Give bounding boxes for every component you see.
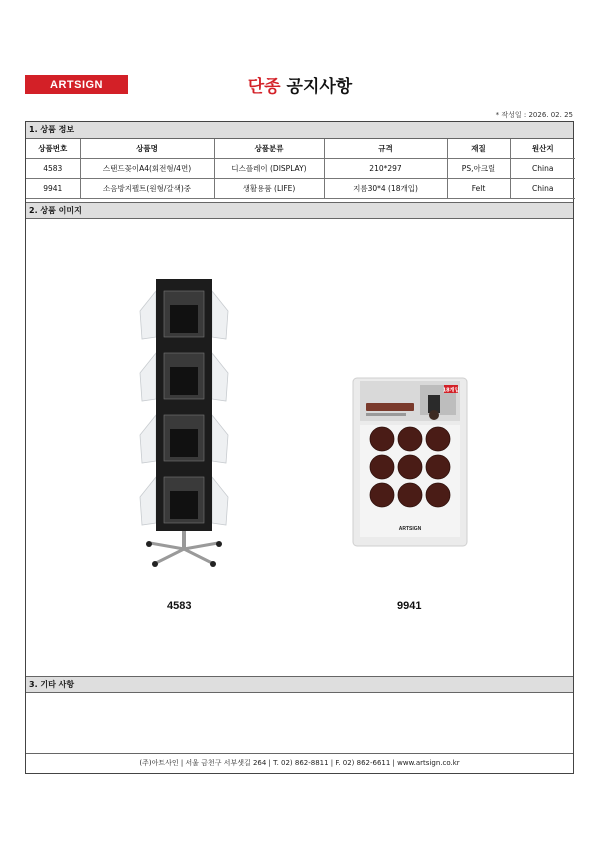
table-cell: China — [510, 179, 575, 199]
table-cell: 스탠드꽂이A4(회전형/4면) — [80, 159, 214, 179]
felt-pad-package-image — [352, 377, 468, 547]
title-highlight: 단종 — [247, 77, 281, 97]
table-row — [26, 159, 575, 179]
table-cell: 4583 — [26, 159, 80, 179]
created-date: * 작성일 : 2026. 02. 25 — [495, 111, 573, 119]
notice-frame — [25, 121, 574, 774]
col-header: 규격 — [324, 139, 447, 159]
col-header: 상품분류 — [214, 139, 324, 159]
table-cell: 9941 — [26, 179, 80, 199]
product-info-table — [26, 139, 575, 199]
package-brand-logo: ARTSIGN — [398, 526, 422, 532]
table-cell: 210*297 — [324, 159, 447, 179]
table-header-row — [26, 139, 575, 159]
col-header: 상품번호 — [26, 139, 80, 159]
col-header: 상품명 — [80, 139, 214, 159]
package-badge: 18개입 — [442, 387, 460, 394]
table-cell: 디스플레이 (DISPLAY) — [214, 159, 324, 179]
product-code-9941: 9941 — [397, 600, 422, 612]
table-cell: China — [510, 159, 575, 179]
col-header: 원산지 — [510, 139, 575, 159]
table-cell: PS,아크릴 — [447, 159, 510, 179]
table-cell: 생활용품 (LIFE) — [214, 179, 324, 199]
page-title — [0, 72, 600, 97]
product-image-area — [26, 219, 573, 676]
section3-title: 3. 기타 사항 — [26, 676, 573, 693]
title-rest: 공지사항 — [286, 77, 353, 97]
brochure-stand-image — [134, 271, 234, 571]
product-code-4583: 4583 — [167, 600, 192, 612]
table-cell: Felt — [447, 179, 510, 199]
table-cell: 소음방지펠트(원형/갈색)중 — [80, 179, 214, 199]
section2-title: 2. 상품 이미지 — [26, 202, 573, 219]
footer-contact: (주)아트사인 | 서울 금천구 서부샛길 264 | T. 02) 862-8811 | F. 02) 862-6611 | www.artsign.co.kr — [139, 759, 460, 767]
table-row — [26, 179, 575, 199]
notes-area — [26, 693, 573, 754]
brand-logo: ARTSIGN — [25, 75, 128, 94]
section1-title: 1. 상품 정보 — [26, 122, 573, 139]
col-header: 재질 — [447, 139, 510, 159]
table-cell: 지름30*4 (18개입) — [324, 179, 447, 199]
